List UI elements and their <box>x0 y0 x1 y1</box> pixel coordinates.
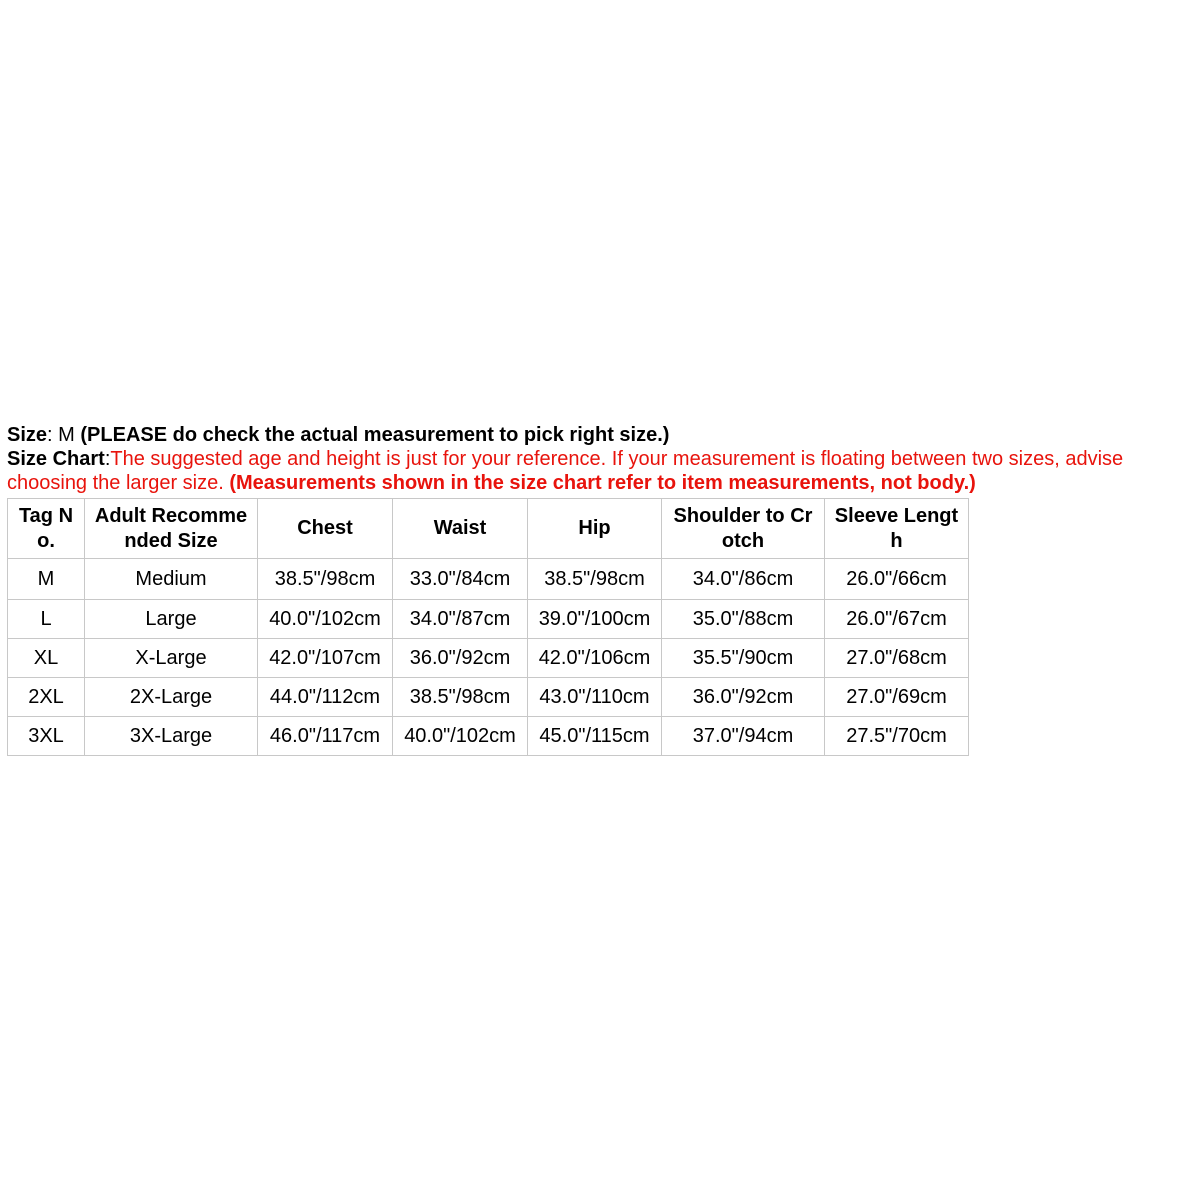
cell-waist: 33.0"/84cm <box>393 559 528 600</box>
size-label: Size <box>7 424 48 446</box>
cell-shoulder-to-crotch: 34.0"/86cm <box>662 559 825 600</box>
cell-sleeve-length: 26.0"/67cm <box>825 600 969 639</box>
table-row <box>8 639 969 678</box>
header-sleeve-length: Sleeve Lengt h <box>825 499 969 559</box>
cell-sleeve-length: 27.5"/70cm <box>825 717 969 756</box>
cell-shoulder-to-crotch: 37.0"/94cm <box>662 717 825 756</box>
cell-chest: 44.0"/112cm <box>258 678 393 717</box>
size-table <box>7 498 969 756</box>
size-line <box>7 423 1195 447</box>
table-row <box>8 600 969 639</box>
size-chart-separator: : <box>104 448 111 470</box>
cell-chest: 46.0"/117cm <box>258 717 393 756</box>
size-warning: (PLEASE do check the actual measurement to pick right size.) <box>74 424 670 446</box>
cell-shoulder-to-crotch: 36.0"/92cm <box>662 678 825 717</box>
cell-waist: 36.0"/92cm <box>393 639 528 678</box>
cell-size: Medium <box>85 559 258 600</box>
header-shoulder-to-crotch: Shoulder to Cr otch <box>662 499 825 559</box>
cell-size: Large <box>85 600 258 639</box>
cell-hip: 38.5"/98cm <box>528 559 662 600</box>
cell-shoulder-to-crotch: 35.0"/88cm <box>662 600 825 639</box>
size-chart-label: Size Chart <box>7 448 105 470</box>
header-adult-recommended-size: Adult Recomme nded Size <box>85 499 258 559</box>
cell-tag: 3XL <box>8 717 85 756</box>
cell-hip: 43.0"/110cm <box>528 678 662 717</box>
cell-hip: 45.0"/115cm <box>528 717 662 756</box>
cell-size: 2X-Large <box>85 678 258 717</box>
cell-waist: 34.0"/87cm <box>393 600 528 639</box>
cell-waist: 38.5"/98cm <box>393 678 528 717</box>
table-row <box>8 717 969 756</box>
cell-hip: 42.0"/106cm <box>528 639 662 678</box>
table-row <box>8 678 969 717</box>
cell-sleeve-length: 26.0"/66cm <box>825 559 969 600</box>
cell-chest: 40.0"/102cm <box>258 600 393 639</box>
header-hip: Hip <box>528 499 662 559</box>
header-chest: Chest <box>258 499 393 559</box>
table-row <box>8 559 969 600</box>
table-header-row <box>8 499 969 559</box>
cell-size: 3X-Large <box>85 717 258 756</box>
cell-chest: 42.0"/107cm <box>258 639 393 678</box>
cell-chest: 38.5"/98cm <box>258 559 393 600</box>
header-tag-no: Tag N o. <box>8 499 85 559</box>
cell-tag: 2XL <box>8 678 85 717</box>
cell-tag: M <box>8 559 85 600</box>
cell-sleeve-length: 27.0"/68cm <box>825 639 969 678</box>
cell-hip: 39.0"/100cm <box>528 600 662 639</box>
cell-sleeve-length: 27.0"/69cm <box>825 678 969 717</box>
cell-tag: XL <box>8 639 85 678</box>
header-waist: Waist <box>393 499 528 559</box>
size-chart-section <box>7 423 1195 756</box>
cell-waist: 40.0"/102cm <box>393 717 528 756</box>
measurement-warning: (Measurements shown in the size chart refer to item measurements, not body.) <box>229 472 976 494</box>
size-value: M <box>58 424 75 446</box>
size-separator: : <box>47 424 59 446</box>
size-chart-note <box>7 447 1195 495</box>
size-chart-note-text: The suggested age and height is just for your reference. If your measurement is floating between two sizes, advise choosing the larger size. <box>7 448 1124 494</box>
cell-tag: L <box>8 600 85 639</box>
cell-size: X-Large <box>85 639 258 678</box>
cell-shoulder-to-crotch: 35.5"/90cm <box>662 639 825 678</box>
